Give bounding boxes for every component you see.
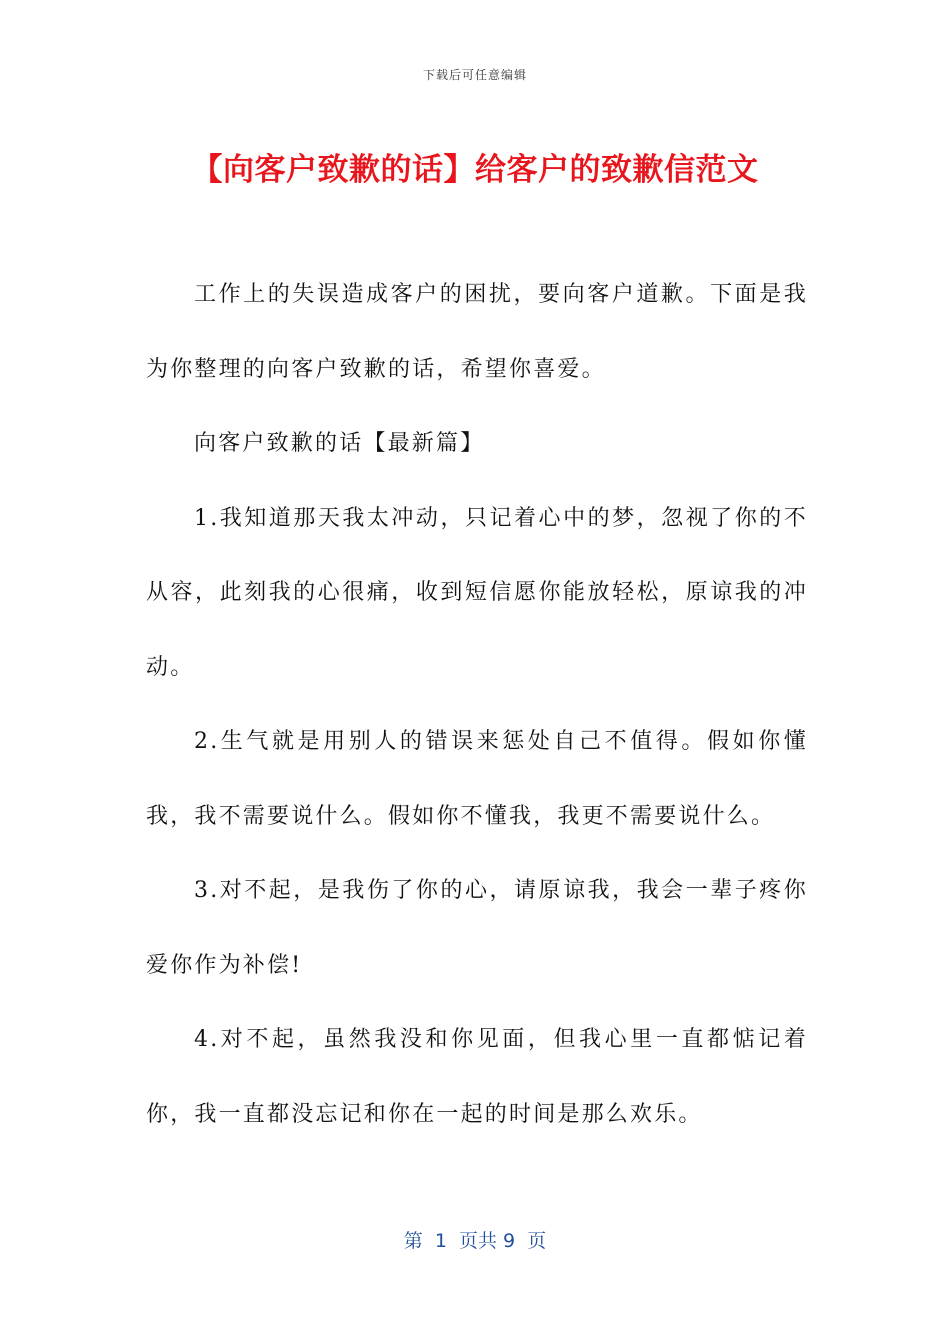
- header-note: 下载后可任意编辑: [422, 68, 527, 82]
- document-title: 【向客户致歉的话】给客户的致歉信范文: [191, 152, 759, 188]
- paragraph-item-4: 4.对不起，虽然我没和你见面，但我心里一直都惦记着你，我一直都没忘记和你在一起的时间是那么欢乐。: [146, 1027, 808, 1127]
- document-body: [146, 258, 808, 1152]
- paragraph-item-3: 3.对不起，是我伤了你的心，请原谅我，我会一辈子疼你爱你作为补偿!: [146, 878, 808, 978]
- paragraph-item-2: 2.生气就是用别人的错误来惩处自己不值得。假如你懂我，我不需要说什么。假如你不懂我，我更不需要说什么。: [146, 729, 808, 829]
- paragraph-item-1: 1.我知道那天我太冲动，只记着心中的梦，忽视了你的不从容，此刻我的心很痛，收到短信愿你能放轻松，原谅我的冲动。: [146, 505, 808, 680]
- paragraph-intro: 工作上的失误造成客户的困扰，要向客户道歉。下面是我为你整理的向客户致歉的话，希望你喜爱。: [146, 282, 808, 382]
- page-number-footer: 第 1 页共 9 页: [403, 1230, 547, 1252]
- paragraph-section-heading: 向客户致歉的话【最新篇】: [194, 431, 485, 456]
